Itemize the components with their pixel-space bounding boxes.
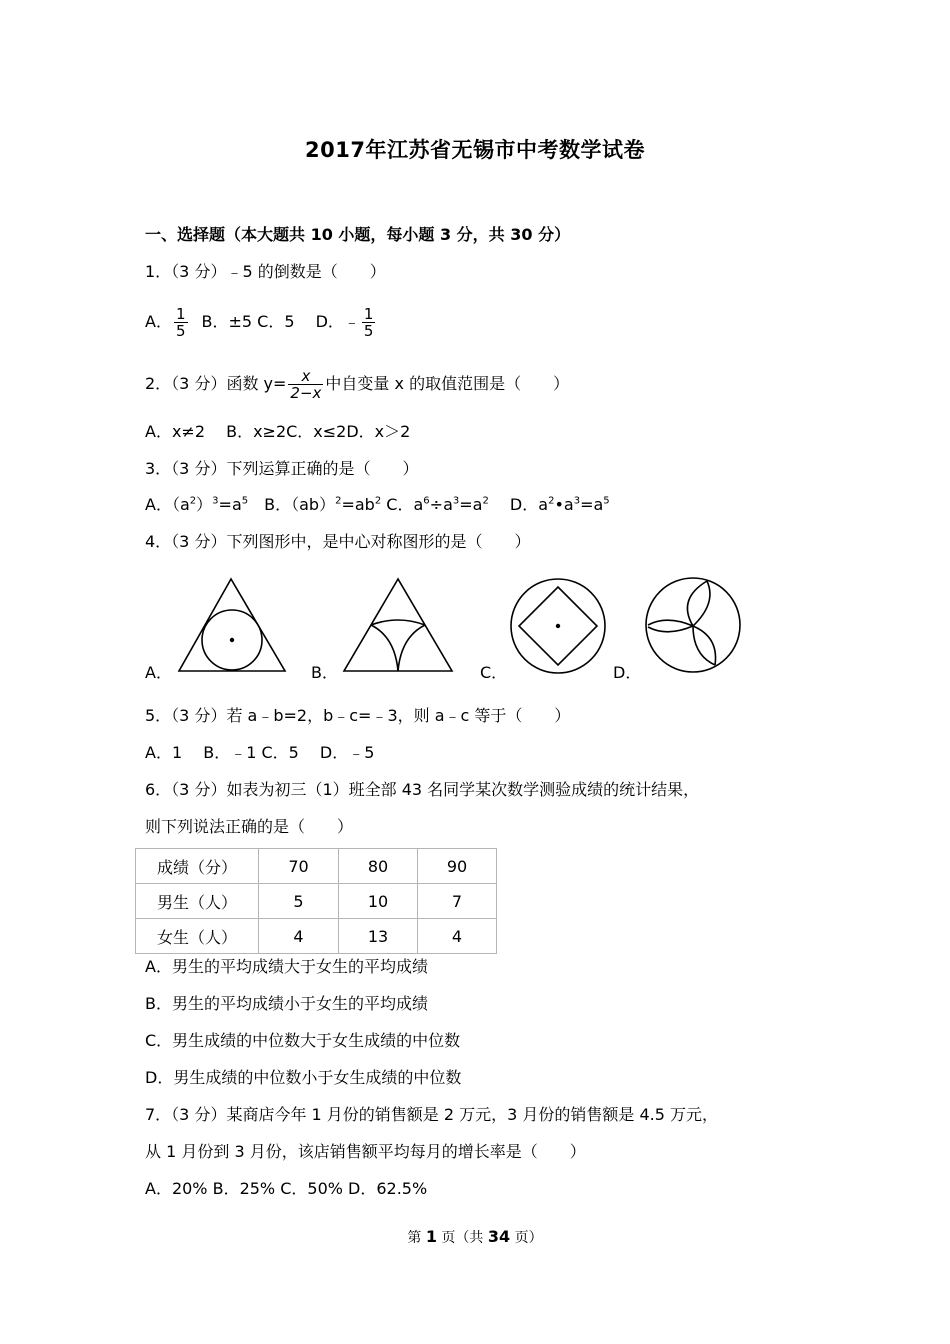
figure-b-triangle-arcs — [340, 575, 455, 675]
footer-text: 页（共 — [436, 1230, 488, 1246]
q2-function-fraction — [288, 368, 323, 401]
footer-text: 第 — [407, 1230, 426, 1246]
q4-label-c: C． — [480, 663, 508, 682]
q3-sup: 3 — [212, 495, 219, 507]
table-header-row — [136, 849, 497, 884]
q1-option-d-fraction — [362, 306, 376, 339]
footer-total-pages: 34 — [487, 1227, 511, 1246]
table-cell: 80 — [339, 849, 418, 884]
question-7-options: A．20% B．25% C．50% D．62.5% — [145, 1179, 428, 1198]
table-cell: 10 — [339, 884, 418, 919]
q3-text: D．a — [488, 495, 549, 514]
question-6-stem-line2: 则下列说法正确的是（ ） — [145, 817, 354, 836]
q6-option-c: C．男生成绩的中位数大于女生成绩的中位数 — [145, 1031, 461, 1050]
q3-text: B．（ab） — [248, 495, 336, 514]
q2-numerator: x — [288, 368, 323, 385]
q3-sup: 2 — [335, 495, 342, 507]
q3-text: A．（a — [145, 495, 190, 514]
q3-text: ） — [196, 495, 213, 514]
footer-text: 页） — [510, 1230, 543, 1246]
table-cell: 女生（人） — [136, 919, 259, 954]
q1-options-bc: B．±5 C．5 D．﹣ — [201, 312, 360, 331]
question-5-options: A．1 B．﹣1 C．5 D．﹣5 — [145, 743, 375, 762]
question-1-options — [145, 306, 377, 339]
q1-option-a-label: A． — [145, 312, 172, 331]
q1-d-numerator: 1 — [363, 305, 374, 323]
section-heading: 一、选择题（本大题共 10 小题，每小题 3 分，共 30 分） — [145, 225, 571, 244]
q3-sup: 6 — [423, 495, 430, 507]
question-4-stem: 4．（3 分）下列图形中，是中心对称图形的是（ ） — [145, 532, 531, 551]
footer-page-number: 1 — [425, 1227, 437, 1246]
q3-text: •a — [554, 495, 574, 514]
q3-sup: 5 — [241, 495, 249, 507]
q1-a-denominator: 5 — [175, 322, 186, 340]
figure-d-circle-petals — [643, 575, 743, 675]
q2-denominator: 2−x — [290, 384, 322, 402]
page-footer — [0, 1227, 950, 1247]
question-7-stem-line2: 从 1 月份到 3 月份，该店销售额平均每月的增长率是（ ） — [145, 1142, 586, 1161]
page-title: 2017年江苏省无锡市中考数学试卷 — [305, 138, 645, 162]
question-5-stem: 5．（3 分）若 a﹣b=2，b﹣c=﹣3，则 a﹣c 等于（ ） — [145, 706, 571, 725]
question-6-stem-line1: 6．（3 分）如表为初三（1）班全部 43 名同学某次数学测验成绩的统计结果， — [145, 780, 700, 799]
question-3-options — [145, 494, 610, 516]
score-table — [135, 848, 497, 954]
q2-stem-post: 中自变量 x 的取值范围是（ ） — [325, 374, 570, 393]
table-row — [136, 919, 497, 954]
q3-text: ÷a — [429, 495, 453, 514]
table-cell: 4 — [259, 919, 339, 954]
q3-sup: 3 — [573, 495, 581, 507]
q4-label-a: A． — [145, 663, 172, 682]
q3-text: =ab — [341, 495, 375, 514]
table-cell: 5 — [259, 884, 339, 919]
q6-option-d: D．男生成绩的中位数小于女生成绩的中位数 — [145, 1068, 462, 1087]
q3-text: =a — [459, 495, 483, 514]
q1-option-a-fraction — [174, 306, 188, 339]
q2-stem-pre: 2．（3 分）函数 y= — [145, 374, 287, 393]
q6-option-b: B．男生的平均成绩小于女生的平均成绩 — [145, 994, 428, 1013]
figure-a-triangle-incircle — [175, 575, 290, 675]
table-cell: 90 — [418, 849, 497, 884]
q3-sup: 5 — [603, 495, 610, 507]
q3-sup: 2 — [374, 495, 382, 507]
table-cell: 70 — [259, 849, 339, 884]
question-2-stem — [145, 368, 569, 401]
q1-d-denominator: 5 — [363, 322, 374, 340]
table-cell: 13 — [339, 919, 418, 954]
question-7-stem-line1: 7．（3 分）某商店今年 1 月份的销售额是 2 万元，3 月份的销售额是 4.5 万元， — [145, 1105, 719, 1124]
question-2-options: A．x≠2 B．x≥2C．x≤2D．x＞2 — [145, 422, 411, 441]
table-cell: 7 — [418, 884, 497, 919]
q3-sup: 2 — [482, 495, 489, 507]
q3-sup: 2 — [189, 495, 197, 507]
q3-text: =a — [580, 495, 604, 514]
q4-label-d: D． — [613, 663, 642, 682]
table-cell: 男生（人） — [136, 884, 259, 919]
table-cell: 成绩（分） — [136, 849, 259, 884]
q4-label-b: B． — [311, 663, 338, 682]
q3-sup: 3 — [452, 495, 460, 507]
q3-sup: 2 — [548, 495, 555, 507]
q3-text: =a — [218, 495, 242, 514]
q1-a-numerator: 1 — [175, 305, 186, 323]
question-3-stem: 3．（3 分）下列运算正确的是（ ） — [145, 459, 419, 478]
figure-c-circle-square — [508, 575, 608, 677]
table-row — [136, 884, 497, 919]
question-1-stem: 1．（3 分）﹣5 的倒数是（ ） — [145, 262, 386, 281]
q3-text: C．a — [381, 495, 424, 514]
table-cell: 4 — [418, 919, 497, 954]
q6-option-a: A．男生的平均成绩大于女生的平均成绩 — [145, 957, 428, 976]
